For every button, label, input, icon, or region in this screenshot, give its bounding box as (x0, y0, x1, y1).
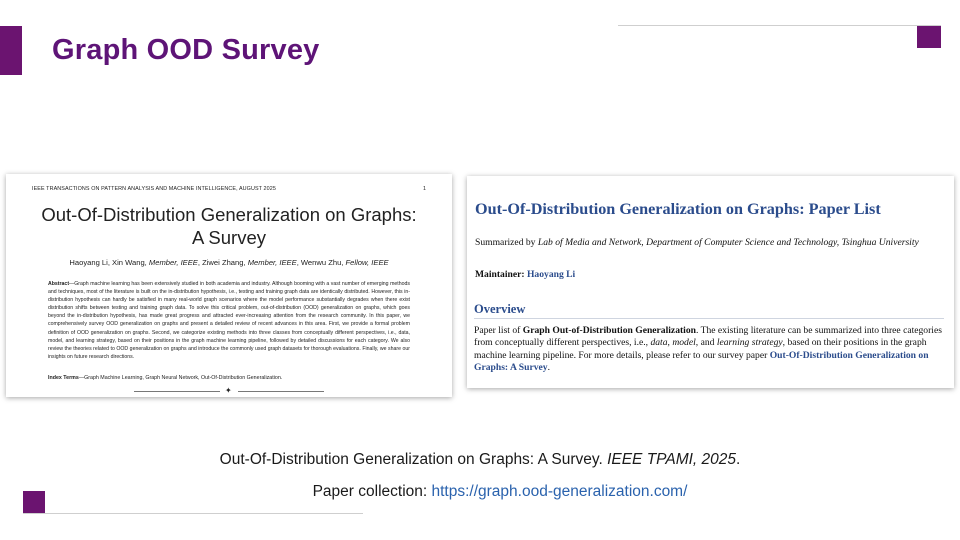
paper-title-line1: Out-Of-Distribution Generalization on Graphs: (41, 204, 417, 225)
separator-left (134, 391, 220, 392)
paper-collection-line (0, 483, 960, 501)
overview-part: . (547, 362, 550, 374)
author-2-role: Member, IEEE (247, 258, 297, 267)
summarized-prefix: Summarized by (475, 237, 538, 248)
overview-part: . The existing literature can be summarized into three categories from conceptually different perspectives, i.e., (474, 325, 942, 349)
index-terms-label: Index Terms (48, 375, 79, 381)
top-divider-line (618, 25, 941, 26)
top-corner-square (917, 26, 941, 48)
paper-list-title: Out-Of-Distribution Generalization on Graphs: Paper List (475, 200, 881, 218)
overview-part: , and (695, 337, 717, 349)
journal-header: IEEE TRANSACTIONS ON PATTERN ANALYSIS AND MACHINE INTELLIGENCE, AUGUST 2025 (32, 186, 276, 192)
overview-part: Paper list of (474, 325, 523, 336)
overview-data: data (650, 337, 668, 349)
citation-venue: IEEE TPAMI, 2025 (607, 451, 737, 468)
maintainer-label: Maintainer: (475, 269, 527, 280)
bottom-corner-square (23, 491, 45, 513)
author-3-role: Fellow, IEEE (345, 258, 389, 267)
citation-end: . (736, 451, 741, 468)
overview-divider (474, 318, 944, 319)
paper-abstract (48, 280, 410, 361)
collection-link[interactable]: https://graph.ood-generalization.com/ (431, 483, 688, 500)
separator-mark: ✦ (225, 386, 232, 395)
paper-screenshot (6, 174, 452, 397)
summarized-by (475, 237, 940, 249)
paper-title-line2: A Survey (191, 227, 267, 248)
slide-title: Graph OOD Survey (52, 34, 320, 66)
overview-model: model (672, 337, 696, 349)
overview-heading: Overview (474, 302, 526, 316)
bottom-divider-line (23, 513, 363, 514)
author-3: , Wenwu Zhu, (296, 258, 344, 267)
summarized-org: Lab of Media and Network, Department of Computer Science and Technology, Tsinghua University (537, 237, 919, 248)
overview-learning: learning strategy (716, 337, 783, 349)
author-1-role: Member, IEEE (148, 258, 198, 267)
overview-text (474, 325, 945, 375)
index-terms-text: —Graph Machine Learning, Graph Neural Network, Out-Of-Distribution Generalization. (78, 375, 283, 381)
collection-label: Paper collection: (312, 483, 432, 500)
paper-title (6, 203, 452, 249)
survey-paper-link[interactable]: Out-Of-Distribution Generalization on Graphs: A Survey (474, 349, 929, 374)
paper-list-screenshot (467, 176, 954, 388)
maintainer (475, 269, 575, 280)
overview-part: , based on their positions in the graph machine learning pipeline. For more details, please refer to our survey paper (474, 337, 927, 361)
abstract-text: —Graph machine learning has been extensively studied in both academia and industry. Although booming with a vast number of emerging methods and techniques, most of the literature is built on the in-distribution hypothesis, i.e., testing and training graph data are identically distributed. However, this in-distribution hypothesis can hardly be satisfied in many real-world graph scenarios where the model performance substantially degrades when there exist distribution shifts between testing and training graph data. To solve this critical problem, out-of-distribution (OOD) generalization on graphs, which goes beyond the in-distribution hypothesis, has made great progress and attracted ever-increasing attention from the research community. In this paper, we comprehensively survey OOD generalization on graphs and present a detailed review of recent advances in this area. First, we provide a formal problem definition of OOD generalization on graphs. Second, we categorize existing methods into three classes from conceptually different perspectives, i.e., data, model, and learning strategy, based on their positions in the graph machine learning pipeline, followed by detailed discussions for each category. We also review the theories related to OOD generalization on graphs and introduce the commonly used graph datasets for thorough evaluations. Finally, we share our insights on future research directions. (48, 281, 410, 360)
page-number: 1 (423, 186, 426, 192)
separator-right (238, 391, 324, 392)
overview-bold: Graph Out-of-Distribution Generalization (522, 325, 696, 336)
paper-authors (6, 258, 452, 267)
author-1: Haoyang Li, Xin Wang, (69, 258, 147, 267)
paper-index-terms (48, 375, 410, 381)
citation-line (0, 451, 960, 469)
abstract-label: Abstract (48, 281, 70, 287)
title-accent-bar (0, 26, 22, 75)
citation-title: Out-Of-Distribution Generalization on Graphs: A Survey. (219, 451, 603, 468)
maintainer-link[interactable]: Haoyang Li (526, 269, 576, 280)
overview-part: , (667, 337, 673, 349)
author-2: , Ziwei Zhang, (197, 258, 246, 267)
